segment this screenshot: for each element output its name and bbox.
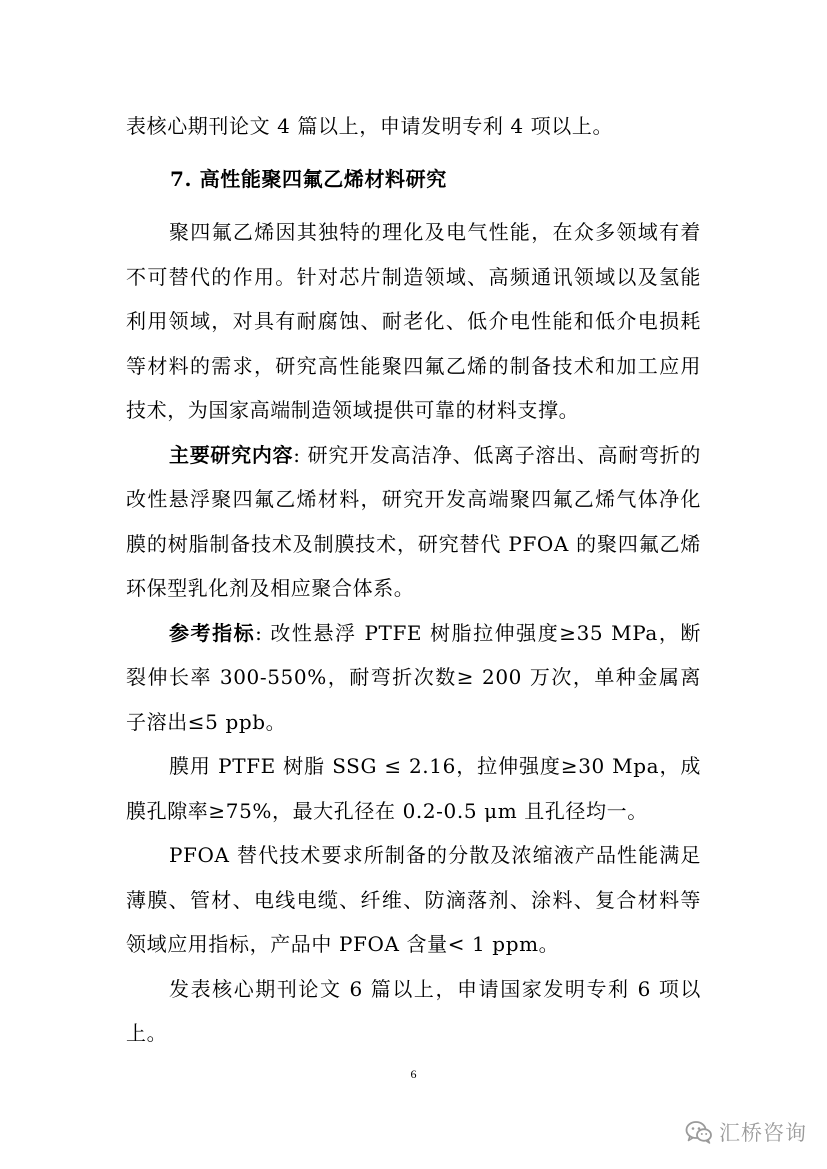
paragraph-reference-indicators xyxy=(126,611,701,745)
paragraph-membrane-resin xyxy=(126,744,701,833)
paragraph-intro xyxy=(126,210,701,433)
paragraph-lead: 主要研究内容 xyxy=(169,442,294,467)
section-body xyxy=(126,210,701,1056)
paragraph-text: 膜用 PTFE 树脂 SSG ≤ 2.16，拉伸强度≥30 Mpa，成膜孔隙率≥75%，最大孔径在 0.2-0.5 μm 且孔径均一。 xyxy=(126,754,701,823)
watermark-text: 汇桥咨询 xyxy=(719,1121,807,1145)
page-number: 6 xyxy=(410,1067,417,1081)
paragraph-text: 聚四氟乙烯因其独特的理化及电气性能，在众多领域有着不可替代的作用。针对芯片制造领域、高频通讯领域以及氢能利用领域，对具有耐腐蚀、耐老化、低介电性能和低介电损耗等材料的需求，研究高性能聚四氟乙烯的制备技术和加工应用技术，为国家高端制造领域提供可靠的材料支撑。 xyxy=(126,220,701,422)
paragraph-publications xyxy=(126,967,701,1056)
paragraph-text: 发表核心期刊论文 6 篇以上，申请国家发明专利 6 项以上。 xyxy=(126,976,701,1045)
watermark xyxy=(685,1117,807,1147)
paragraph-lead: 参考指标 xyxy=(169,620,256,645)
paragraph-pfoa-replacement xyxy=(126,833,701,967)
paragraph-text: : 研究开发高洁净、低离子溶出、高耐弯折的改性悬浮聚四氟乙烯材料，研究开发高端聚四氟乙烯气体净化膜的树脂制备技术及制膜技术，研究替代 PFOA 的聚四氟乙烯环保型乳化剂及相应聚合体系。 xyxy=(126,442,701,600)
paragraph-text: : 改性悬浮 PTFE 树脂拉伸强度≥35 MPa，断裂伸长率 300-550%，耐弯折次数≥ 200 万次，单种金属离子溶出≤5 ppb。 xyxy=(126,620,701,734)
section-heading: 7. 高性能聚四氟乙烯材料研究 xyxy=(170,167,447,191)
paragraph-continued: 表核心期刊论文 4 篇以上，申请发明专利 4 项以上。 xyxy=(126,114,614,138)
paragraph-research-content xyxy=(126,433,701,611)
wechat-icon xyxy=(685,1120,713,1144)
paragraph-text: PFOA 替代技术要求所制备的分散及浓缩液产品性能满足薄膜、管材、电线电缆、纤维、防滴落剂、涂料、复合材料等领域应用指标，产品中 PFOA 含量< 1 ppm。 xyxy=(126,843,701,956)
